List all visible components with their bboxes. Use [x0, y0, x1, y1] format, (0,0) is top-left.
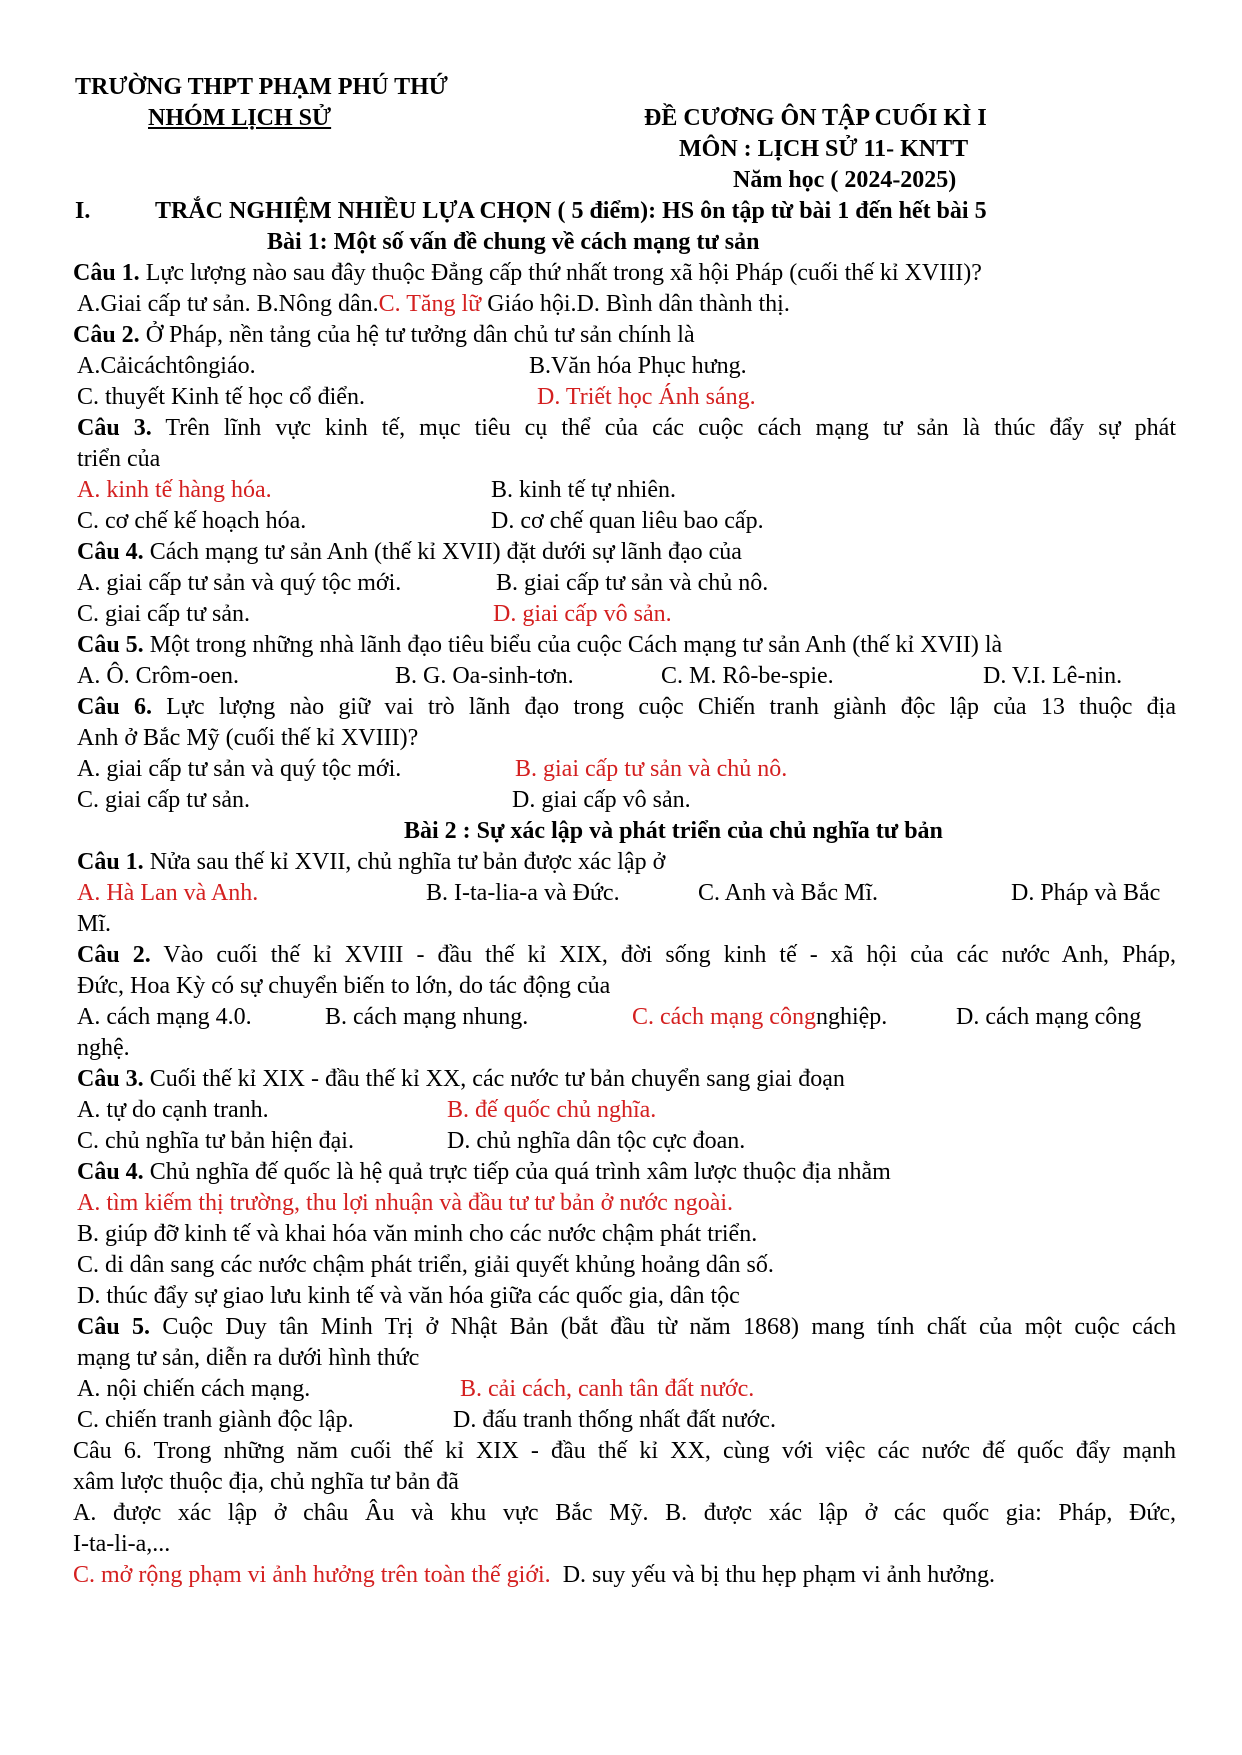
option-a: A.Cảicáchtôngiáo. [77, 353, 256, 379]
l1-q5-options [73, 661, 1176, 692]
option-c: C. cơ chế kế hoạch hóa. [77, 508, 307, 534]
option-d: D. cơ chế quan liêu bao cấp. [491, 508, 764, 534]
option-a: A. nội chiến cách mạng. [77, 1376, 311, 1402]
l2-q2-option-d-cont: nghệ. [77, 1035, 130, 1061]
question-label: Câu 3. [77, 1066, 144, 1092]
lesson-2-title: Bài 2 : Sự xác lập và phát triển của chủ nghĩa tư bản [404, 818, 943, 844]
question-label: Câu 3. [77, 415, 152, 441]
option-b-answer: B. cải cách, canh tân đất nước. [460, 1376, 755, 1402]
l2-q3-options-row2 [73, 1126, 1176, 1157]
option-d-answer: D. giai cấp vô sản. [493, 601, 672, 627]
option-c: C. Anh và Bắc Mĩ. [698, 880, 878, 906]
l2-question-1 [73, 847, 1176, 878]
header-row-4 [73, 165, 1176, 196]
question-label: Câu 2. [73, 322, 140, 348]
header-row-1 [75, 72, 1176, 103]
option-c-answer: C. mở rộng phạm vi ảnh hưởng trên toàn thế giới. [73, 1562, 551, 1588]
l2-question-5 [73, 1312, 1176, 1343]
l2-q5-options-row1 [73, 1374, 1176, 1405]
l2-q2-text-cont: Đức, Hoa Kỳ có sự chuyển biến to lớn, do tác động của [77, 973, 611, 999]
question-text: Ở Pháp, nền tảng của hệ tư tưởng dân chủ tư sản chính là [139, 322, 695, 348]
option-c-answer: C. Tăng lữ [378, 291, 482, 317]
question-label: Câu 4. [77, 1159, 144, 1185]
section-heading [75, 196, 1176, 227]
l1-question-1 [73, 258, 1176, 289]
option-a: A.Giai cấp tư sản. [77, 291, 257, 317]
question-label: Câu 1. [77, 849, 144, 875]
option-b: B.Văn hóa Phục hưng. [529, 353, 747, 379]
l1-q1-options [73, 289, 1176, 320]
option-b-answer: B. đế quốc chủ nghĩa. [447, 1097, 657, 1123]
l1-q3-options-row1 [73, 475, 1176, 506]
option-c: C. thuyết Kinh tế học cổ điển. [77, 384, 365, 410]
option-d: D. suy yếu và bị thu hẹp phạm vi ảnh hưởng. [550, 1562, 995, 1588]
header-row-2 [73, 103, 1176, 134]
option-a: A. tự do cạnh tranh. [77, 1097, 269, 1123]
option-d: D. giai cấp vô sản. [512, 787, 691, 813]
option-c-tail: nghiệp. [815, 1004, 888, 1030]
option-c: C. giai cấp tư sản. [77, 787, 250, 813]
question-text: Cuối thế kỉ XIX - đầu thế kỉ XX, các nước tư bản chuyển sang giai đoạn [143, 1066, 845, 1092]
option-c: C. chủ nghĩa tư bản hiện đại. [77, 1128, 354, 1154]
l2-q1-option-d-cont: Mĩ. [77, 911, 112, 937]
option-b: B. I-ta-lia-a và Đức. [426, 880, 620, 906]
l1-q4-options-row2 [73, 599, 1176, 630]
option-c: C. giai cấp tư sản. [77, 601, 250, 627]
section-title: TRẮC NGHIỆM NHIỀU LỰA CHỌN ( 5 điểm): HS ôn tập từ bài 1 đến hết bài 5 [155, 198, 987, 224]
l2-q4-option-b: B. giúp đỡ kinh tế và khai hóa văn minh cho các nước chậm phát triển. [77, 1221, 758, 1247]
option-a-answer: A. kinh tế hàng hóa. [77, 477, 272, 503]
option-b-answer: B. giai cấp tư sản và chủ nô. [515, 756, 788, 782]
option-c: C. chiến tranh giành độc lập. [77, 1407, 354, 1433]
l2-q6-options-cd [73, 1560, 1176, 1591]
l1-q4-options-row1 [73, 568, 1176, 599]
option-c: C. M. Rô-be-spie. [661, 663, 834, 689]
option-a-answer: A. Hà Lan và Anh. [77, 880, 259, 906]
l1-question-6 [73, 692, 1176, 723]
l1-question-2 [73, 320, 1176, 351]
option-d-answer: D. Triết học Ánh sáng. [537, 384, 756, 410]
question-text: Lực lượng nào giữ vai trò lãnh đạo trong cuộc Chiến tranh giành độc lập của 13 thuộc địa [151, 694, 1176, 720]
l1-question-3 [73, 413, 1176, 444]
l2-q5-options-row2 [73, 1405, 1176, 1436]
option-d: D. đấu tranh thống nhất đất nước. [453, 1407, 776, 1433]
l2-q6-options-ab: A. được xác lập ở châu Âu và khu vực Bắc Mỹ. B. được xác lập ở các quốc gia: Pháp, Đức, [73, 1500, 1176, 1526]
l1-q3-options-row2 [73, 506, 1176, 537]
l1-q2-options-row2 [73, 382, 1176, 413]
option-d: D. chủ nghĩa dân tộc cực đoan. [447, 1128, 746, 1154]
l1-q3-text-cont: triển của [77, 446, 161, 472]
document-title: ĐỀ CƯƠNG ÔN TẬP CUỐI KÌ I [644, 105, 987, 131]
lesson-1-title: Bài 1: Một số vấn đề chung về cách mạng tư sản [267, 229, 760, 255]
question-label: Câu 2. [77, 942, 151, 968]
l1-q6-text-cont: Anh ở Bắc Mỹ (cuối thế kỉ XVIII)? [77, 725, 419, 751]
option-a: A. cách mạng 4.0. [77, 1004, 252, 1030]
group-name: NHÓM LỊCH SỬ [148, 105, 332, 131]
l1-q6-options-row2 [73, 785, 1176, 816]
option-d: D. Bình dân thành thị. [576, 291, 790, 317]
question-text: Một trong những nhà lãnh đạo tiêu biểu của cuộc Cách mạng tư sản Anh (thế kỉ XVII) là [143, 632, 1003, 658]
question-text: Vào cuối thế kỉ XVIII - đầu thế kỉ XIX, đời sống kinh tế - xã hội của các nước Anh, Pháp, [150, 942, 1176, 968]
l1-question-4 [73, 537, 1176, 568]
school-year: Năm học ( 2024-2025) [733, 167, 957, 193]
l2-q4-option-a-answer: A. tìm kiếm thị trường, thu lợi nhuận và đầu tư tư bản ở nước ngoài. [77, 1190, 734, 1216]
option-d: D. Pháp và Bắc [1011, 880, 1161, 906]
l2-q4-option-d: D. thúc đẩy sự giao lưu kinh tế và văn hóa giữa các quốc gia, dân tộc [77, 1283, 740, 1309]
l1-question-5 [73, 630, 1176, 661]
l1-q2-options-row1 [73, 351, 1176, 382]
l2-q6-options-ab-cont: I-ta-li-a,... [73, 1531, 171, 1557]
option-b: B. cách mạng nhung. [325, 1004, 529, 1030]
option-d: D. cách mạng công [956, 1004, 1142, 1030]
option-c-tail: Giáo hội. [481, 291, 577, 317]
subject-label: MÔN : LỊCH SỬ 11- KNTT [679, 136, 969, 162]
question-label: Câu 5. [77, 1314, 151, 1340]
l2-question-2 [73, 940, 1176, 971]
option-a: A. giai cấp tư sản và quý tộc mới. [77, 570, 402, 596]
question-text: Cuộc Duy tân Minh Trị ở Nhật Bản (bắt đầu từ năm 1868) mang tính chất của một cuộc cách [150, 1314, 1176, 1340]
option-a: A. giai cấp tư sản và quý tộc mới. [77, 756, 402, 782]
l2-q3-options-row1 [73, 1095, 1176, 1126]
option-b: B.Nông dân. [256, 291, 379, 317]
l2-q1-options [73, 878, 1176, 909]
question-label: Câu 5. [77, 632, 144, 658]
question-text: Lực lượng nào sau đây thuộc Đẳng cấp thứ nhất trong xã hội Pháp (cuối thế kỉ XVIII)? [139, 260, 982, 286]
header-row-3 [73, 134, 1176, 165]
l2-q6-text-cont: xâm lược thuộc địa, chủ nghĩa tư bản đã [73, 1469, 459, 1495]
option-b: B. kinh tế tự nhiên. [491, 477, 676, 503]
question-text: Chủ nghĩa đế quốc là hệ quả trực tiếp của quá trình xâm lược thuộc địa nhằm [143, 1159, 891, 1185]
l2-q4-option-c: C. di dân sang các nước chậm phát triển, giải quyết khủng hoảng dân số. [77, 1252, 774, 1278]
l2-q5-text-cont: mạng tư sản, diễn ra dưới hình thức [77, 1345, 420, 1371]
question-label: Câu 1. [73, 260, 140, 286]
l2-question-4 [73, 1157, 1176, 1188]
l2-question-6: Câu 6. Trong những năm cuối thế kỉ XIX - đầu thế kỉ XX, cùng với việc các nước đế quốc đẩy mạnh [73, 1438, 1176, 1464]
question-text: Nửa sau thế kỉ XVII, chủ nghĩa tư bản được xác lập ở [143, 849, 666, 875]
question-label: Câu 4. [77, 539, 144, 565]
school-name: TRƯỜNG THPT PHẠM PHÚ THỨ [75, 74, 448, 100]
option-c-answer: C. cách mạng công [632, 1004, 816, 1030]
option-a: A. Ô. Crôm-oen. [77, 663, 239, 689]
l2-q2-options [73, 1002, 1176, 1033]
option-d: D. V.I. Lê-nin. [983, 663, 1123, 689]
question-text: Cách mạng tư sản Anh (thế kỉ XVII) đặt dưới sự lãnh đạo của [143, 539, 742, 565]
question-text: Trên lĩnh vực kinh tế, mục tiêu cụ thể của các cuộc cách mạng tư sản là thúc đẩy sự phát [151, 415, 1176, 441]
l1-q6-options-row1 [73, 754, 1176, 785]
section-number: I. [75, 198, 91, 224]
option-b: B. G. Oa-sinh-tơn. [395, 663, 574, 689]
option-b: B. giai cấp tư sản và chủ nô. [496, 570, 769, 596]
question-label: Câu 6. [77, 694, 152, 720]
l2-question-3 [73, 1064, 1176, 1095]
